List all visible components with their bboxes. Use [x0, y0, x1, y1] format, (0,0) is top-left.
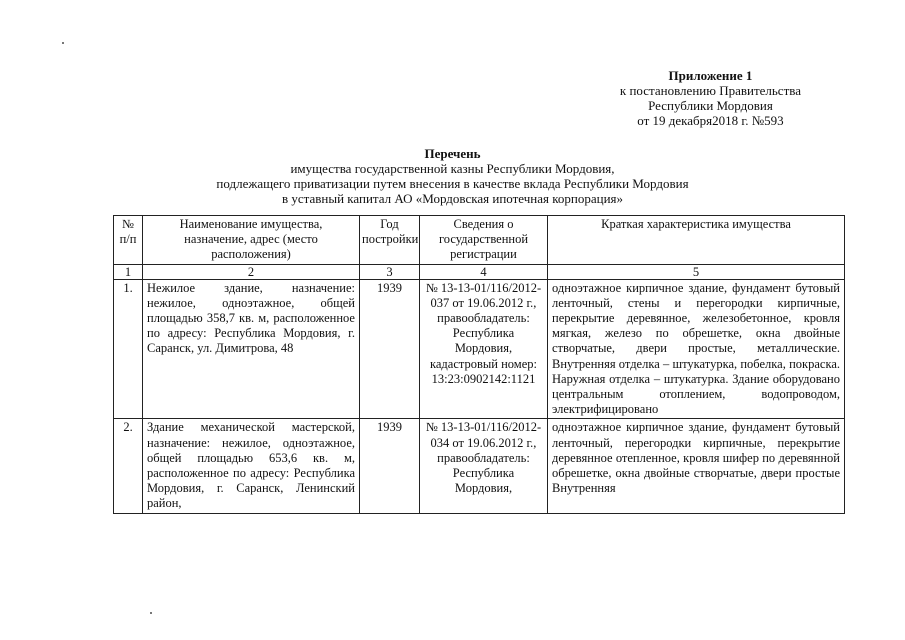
- registration-info: № 13-13-01/116/2012-037 от 19.06.2012 г., правообладатель: Республика Мордовия, кадастровый номер: 13:23:0902142:1121: [420, 279, 548, 419]
- document-title: Перечень: [424, 146, 481, 161]
- header-year: Год постройки: [360, 216, 420, 265]
- table-row: [114, 419, 845, 513]
- construction-year: 1939: [360, 279, 420, 419]
- heading-line: в уставный капитал АО «Мордовская ипотечная корпорация»: [281, 191, 624, 206]
- table-row: [114, 279, 845, 419]
- table-header-row: [114, 216, 845, 265]
- header-number: № п/п: [114, 216, 143, 265]
- column-number-row: [114, 264, 845, 279]
- appendix-title: Приложение 1: [668, 68, 753, 83]
- property-table: [113, 215, 845, 514]
- header-name: Наименование имущества, назначение, адрес (место расположения): [143, 216, 360, 265]
- column-number: 2: [143, 264, 360, 279]
- document-heading: [0, 146, 905, 206]
- heading-line: подлежащего приватизации путем внесения в качестве вклада Республики Мордовия: [216, 176, 689, 191]
- scan-speck: [150, 612, 152, 614]
- header-registration: Сведения о государственной регистрации: [420, 216, 548, 265]
- scan-speck: [62, 42, 64, 44]
- row-number: 2.: [114, 419, 143, 513]
- row-number: 1.: [114, 279, 143, 419]
- property-description: одноэтажное кирпичное здание, фундамент бутовый ленточный, стены и перегородки кирпичные, перекрытие деревянное, железобетонное, кровля мягкая, железо по обрешетке, окна двойные створчатые, двери простые, металлические. Внутренняя отделка – штукатурка, побелка, покраска. Наружная отделка – штукатурка. Здание оборудовано центральным отоплением, водопроводом, электрифицировано: [548, 279, 845, 419]
- construction-year: 1939: [360, 419, 420, 513]
- appendix-block: [620, 68, 801, 128]
- column-number: 5: [548, 264, 845, 279]
- heading-line: имущества государственной казны Республики Мордовия,: [290, 161, 615, 176]
- appendix-line: от 19 декабря2018 г. №593: [637, 113, 784, 128]
- property-description: одноэтажное кирпичное здание, фундамент бутовый ленточный, перегородки кирпичные, перекрытие деревянное отепленное, кровля шифер по деревянной обрешетке, окна двойные створчатые, двери простые Внутренняя: [548, 419, 845, 513]
- column-number: 3: [360, 264, 420, 279]
- registration-info: № 13-13-01/116/2012-034 от 19.06.2012 г., правообладатель: Республика Мордовия,: [420, 419, 548, 513]
- column-number: 1: [114, 264, 143, 279]
- header-description: Краткая характеристика имущества: [548, 216, 845, 265]
- appendix-line: к постановлению Правительства: [619, 83, 801, 98]
- property-name: Здание механической мастерской, назначение: нежилое, одноэтажное, общей площадью 653,6 кв. м, расположенное по адресу: Республика Мордовия, г. Саранск, Ленинский район,: [143, 419, 360, 513]
- property-name: Нежилое здание, назначение: нежилое, одноэтажное, общей площадью 358,7 кв. м, расположенное по адресу: Республика Мордовия, г. Саранск, ул. Димитрова, 48: [143, 279, 360, 419]
- column-number: 4: [420, 264, 548, 279]
- appendix-line: Республики Мордовия: [648, 98, 773, 113]
